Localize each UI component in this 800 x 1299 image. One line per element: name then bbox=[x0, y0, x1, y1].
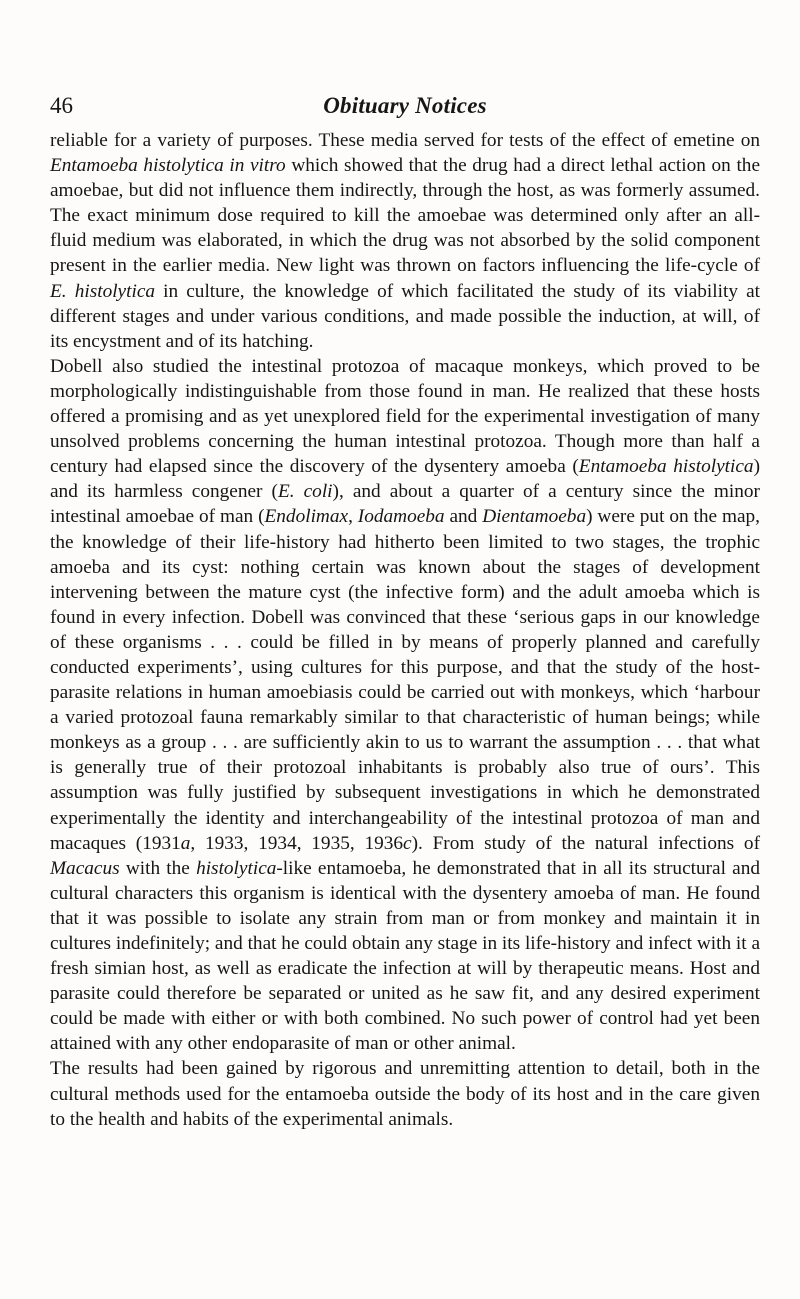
italic-text-run: Iodamoeba bbox=[357, 506, 445, 528]
text-run: reliable for a variety of purposes. These media served for tests of the effect of emetine on bbox=[50, 130, 760, 151]
text-run: -like entamoeba, he demonstrated that in all its structural and cultural characters this organism is identical with the dysentery amoeba of man. He found that it was possible to isolate any strain from man or from monkey and maintain it in cultures indefinitely; and that he could obtain any stage in its life-history and infect with it a fresh simian host, as well as eradicate the infection at will by therapeutic means. Host and parasite could therefore be separated or united as he saw fit, and any desired experiment could be made with either or with both combined. No such power of control had yet been attained with any other endoparasite of man or other animal. bbox=[50, 857, 761, 1055]
text-run: and bbox=[444, 506, 483, 528]
text-run: Dobell also studied the intestinal protozoa of macaque monkeys, which proved to be morphologically indistinguishable from those found in man. He realized that these hosts offered a promising and as yet unexplored field for the experimental investigation of many unsolved problems concerning the human intestinal protozoa. Though more than half a century had elapsed since the discovery of the dysentery amoeba ( bbox=[50, 355, 760, 478]
paragraph bbox=[50, 1056, 760, 1131]
running-title: Obituary Notices bbox=[323, 93, 487, 118]
italic-text-run: histolytica bbox=[196, 857, 277, 879]
text-run: with the bbox=[119, 857, 197, 879]
italic-text-run: Endolimax bbox=[264, 506, 349, 528]
text-run: ) and its harmless congener ( bbox=[50, 456, 760, 503]
text-run: in culture, the knowledge of which facilitated the study of its viability at different stages and under various conditions, and made possible the induction, at will, of its encystment and of its hatching. bbox=[50, 280, 760, 352]
text-run: which showed that the drug had a direct lethal action on the amoebae, but did not influence them indirectly, through the host, as was formerly assumed. The exact minimum dose required to kill the amoebae was determined only after an all-fluid medium was elaborated, in which the drug was not absorbed by the solid component present in the earlier media. New light was thrown on factors influencing the life-cycle of bbox=[50, 155, 760, 277]
text-run: The results had been gained by rigorous and unremitting attention to detail, both in the cultural methods used for the entamoeba outside the body of its host and in the care given to the health and habits of the experimental animals. bbox=[50, 1058, 760, 1130]
text-run: ), and about a quarter of a century since the minor intestinal amoebae of man ( bbox=[50, 481, 760, 528]
body-text bbox=[50, 128, 760, 1132]
text-run: ). From study of the natural infections of bbox=[411, 832, 760, 854]
paragraph bbox=[50, 128, 760, 354]
text-run: , 1933, 1934, 1935, 1936 bbox=[190, 832, 404, 854]
paragraph bbox=[50, 354, 760, 1057]
italic-text-run: Dientamoeba bbox=[482, 506, 587, 528]
italic-text-run: E. coli bbox=[277, 481, 333, 503]
italic-text-run: Entamoeba histolytica bbox=[578, 456, 754, 478]
italic-text-run: E. histolytica bbox=[50, 280, 156, 302]
italic-text-run: c bbox=[403, 832, 412, 854]
italic-text-run: Entamoeba histolytica in vitro bbox=[50, 155, 286, 177]
page-number: 46 bbox=[50, 93, 73, 118]
italic-text-run: Macacus bbox=[50, 857, 120, 879]
italic-text-run: a bbox=[180, 832, 191, 854]
text-run: , bbox=[348, 506, 358, 528]
text-run: ) were put on the map, the knowledge of their life-history had hitherto been limited to two stages, the trophic amoeba and its cyst: nothing certain was known about the stages of development intervening between the mature cyst (the infective form) and the adult amoeba which is found in every infection. Dobell was convinced that these ‘serious gaps in our knowledge of these organisms . . . could be filled in by means of properly planned and carefully conducted experiments’, using cultures for this purpose, and that the study of the host-parasite relations in human amoebiasis could be carried out with monkeys, which ‘harbour a varied protozoal fauna remarkably similar to that characteristic of human beings; while monkeys as a group . . . are sufficiently akin to us to warrant the assumption . . . that what is generally true of their protozoal inhabitants is probably also true of ours’. This assumption was fully justified by subsequent investigations in which he demonstrated experimentally the identity and interchangeability of the intestinal protozoa of man and macaques (1931 bbox=[50, 506, 761, 854]
running-head bbox=[50, 88, 760, 124]
